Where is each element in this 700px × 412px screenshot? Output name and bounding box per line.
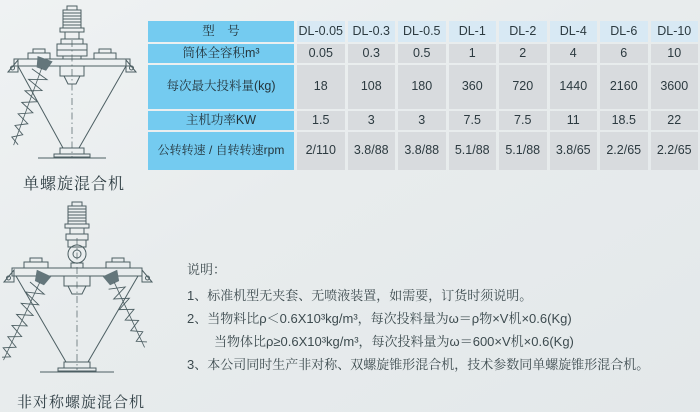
table-cell: 3.8/88: [398, 132, 446, 170]
note-item-1: 1、标准机型无夹套、无喷液装置，如需要，订货时须说明。: [187, 288, 533, 303]
notes-section: [187, 260, 695, 376]
column-header-dl-10: DL-10: [651, 21, 699, 42]
table-cell: 3600: [651, 65, 699, 109]
table-cell: 7.5: [449, 111, 497, 130]
table-cell: 5.1/88: [449, 132, 497, 170]
column-header-dl-005: DL-0.05: [297, 21, 345, 42]
table-cell: 0.05: [297, 44, 345, 63]
column-header-dl-2: DL-2: [499, 21, 547, 42]
table-cell: 7.5: [499, 111, 547, 130]
row-label-volume: 筒体全容积m³: [148, 44, 294, 63]
asymmetric-screw-mixer-illustration: [2, 198, 154, 388]
row-label-power: 主机功率KW: [148, 111, 294, 130]
table-cell: 2/110: [297, 132, 345, 170]
table-cell: 2: [499, 44, 547, 63]
table-cell: 1: [449, 44, 497, 63]
row-label-max-feed: 每次最大投料量(kg): [148, 65, 294, 109]
row-label-speed: 公转转速 / 自转转速rpm: [148, 132, 294, 170]
single-screw-mixer-illustration: [2, 4, 142, 168]
table-cell: 108: [348, 65, 396, 109]
table-cell: 1.5: [297, 111, 345, 130]
table-cell: 3.8/88: [348, 132, 396, 170]
table-cell: 2.2/65: [600, 132, 648, 170]
column-header-dl-05: DL-0.5: [398, 21, 446, 42]
table-cell: 3: [398, 111, 446, 130]
note-item-3: 3、本公司同时生产非对称、双螺旋锥形混合机，技术参数同单螺旋锥形混合机。: [187, 357, 650, 372]
single-screw-mixer-drawing: [2, 4, 142, 168]
table-cell: 4: [550, 44, 598, 63]
column-header-dl-6: DL-6: [600, 21, 648, 42]
asymmetric-screw-mixer-drawing: [2, 198, 154, 388]
notes-title: 说明：: [187, 262, 227, 277]
column-header-dl-03: DL-0.3: [348, 21, 396, 42]
table-cell: 1440: [550, 65, 598, 109]
table-cell: 180: [398, 65, 446, 109]
spec-table: [148, 21, 698, 172]
table-cell: 0.5: [398, 44, 446, 63]
note-item-2: 2、当物料比ρ＜0.6X10³kg/m³，每次投料量为ω＝ρ物×V机×0.6(Kg): [187, 311, 572, 326]
single-screw-mixer-caption: 单螺旋混合机: [22, 176, 125, 193]
table-cell: 22: [651, 111, 699, 130]
table-cell: 360: [449, 65, 497, 109]
table-cell: 18.5: [600, 111, 648, 130]
table-cell: 3: [348, 111, 396, 130]
table-cell: 11: [550, 111, 598, 130]
asymmetric-screw-mixer-caption: 非对称螺旋混合机: [16, 394, 145, 411]
table-cell: 0.3: [348, 44, 396, 63]
table-cell: 3.8/65: [550, 132, 598, 170]
table-cell: 10: [651, 44, 699, 63]
table-cell: 18: [297, 65, 345, 109]
table-cell: 6: [600, 44, 648, 63]
table-cell: 720: [499, 65, 547, 109]
note-item-2-continued: 当物体比ρ≥0.6X10³kg/m³，每次投料量为ω＝600×V机×0.6(Kg): [214, 334, 574, 349]
table-cell: 2160: [600, 65, 648, 109]
column-header-dl-1: DL-1: [449, 21, 497, 42]
column-header-dl-4: DL-4: [550, 21, 598, 42]
table-cell: 2.2/65: [651, 132, 699, 170]
table-cell: 5.1/88: [499, 132, 547, 170]
table-header-model: 型 号: [148, 21, 294, 42]
